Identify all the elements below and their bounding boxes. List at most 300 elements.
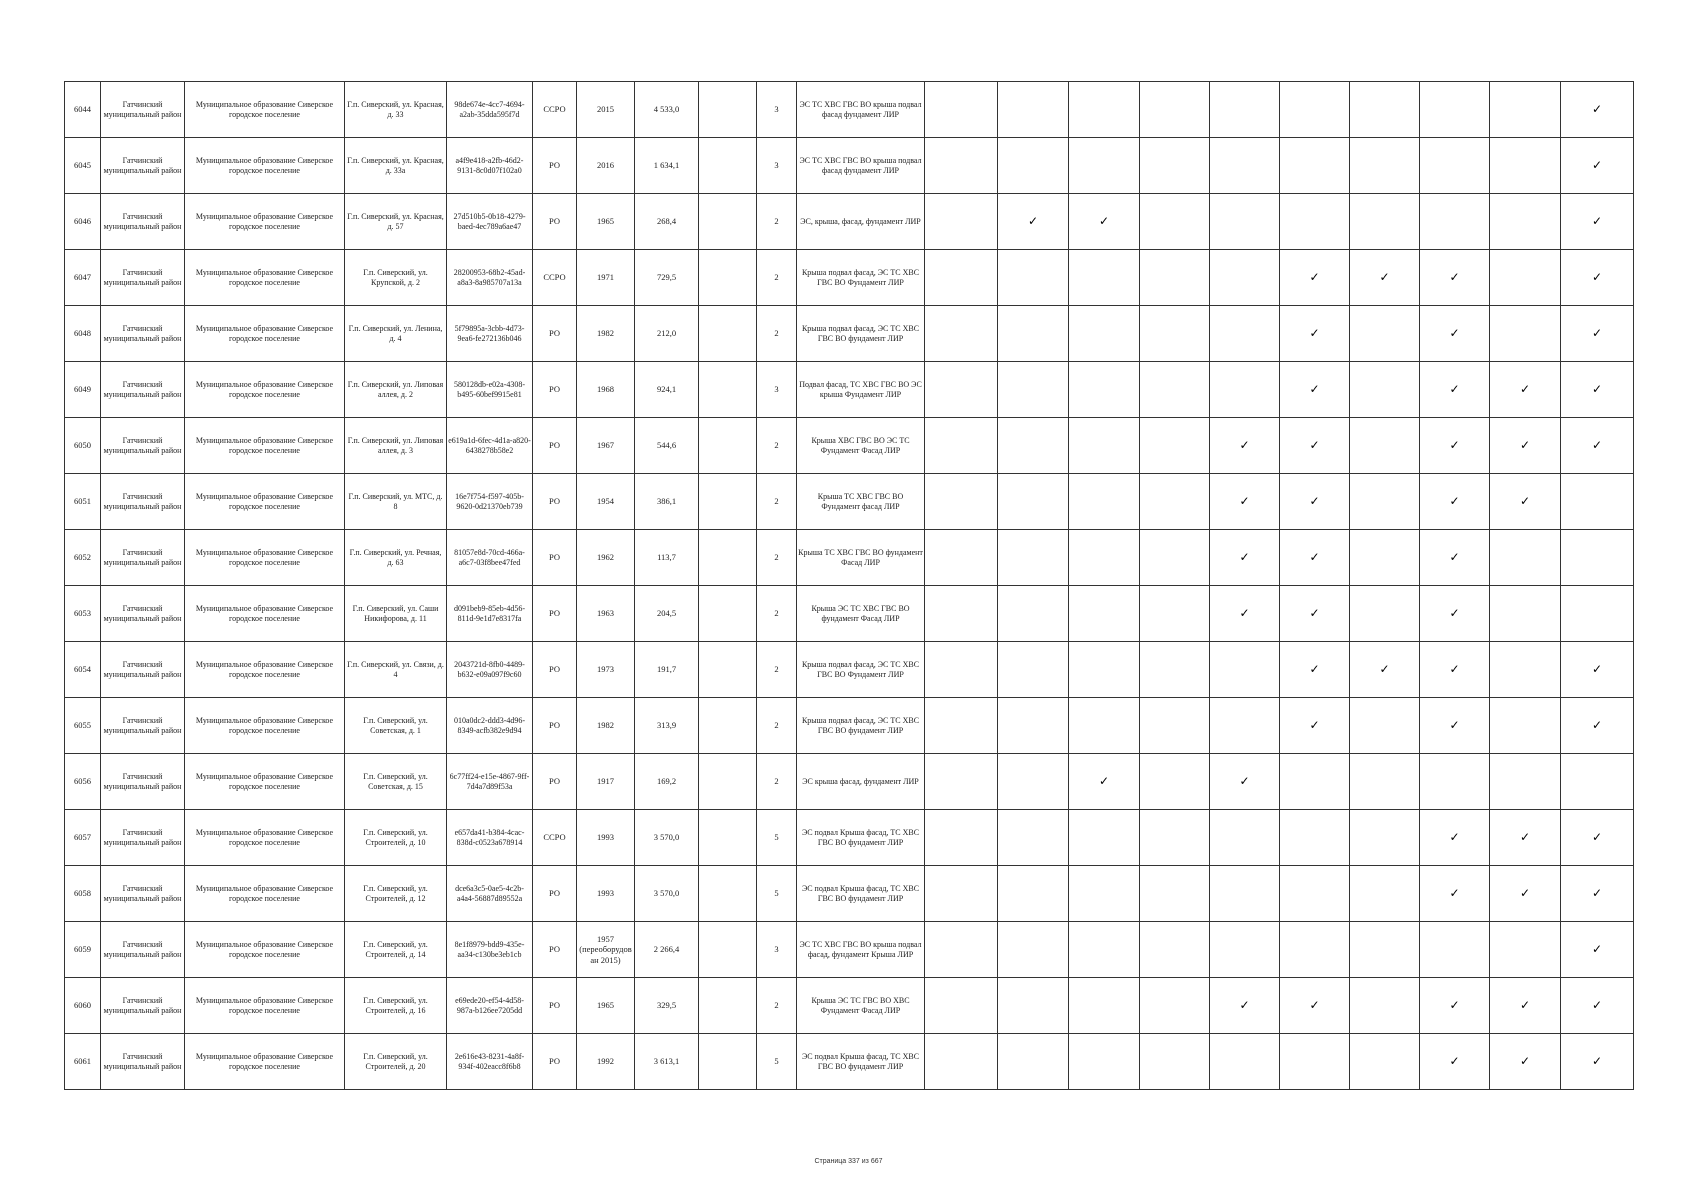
district-cell: Гатчинский муниципальный район bbox=[101, 194, 185, 250]
work-type-check-cell bbox=[1561, 306, 1634, 362]
work-type-check-cell bbox=[1350, 754, 1420, 810]
address-cell: Г.п. Сиверский, ул. Саши Никифорова, д. 11 bbox=[345, 586, 447, 642]
checkmark-icon: ✓ bbox=[1519, 1054, 1531, 1068]
work-type-check-cell bbox=[1561, 138, 1634, 194]
table-body bbox=[65, 82, 1634, 1090]
works-list-cell: Крыша подвал фасад, ЭС ТС ХВС ГВС ВО Фундамент ЛИР bbox=[797, 250, 925, 306]
fund-type-cell: РО bbox=[533, 754, 577, 810]
floors-cell: 2 bbox=[757, 474, 797, 530]
year-cell: 2016 bbox=[577, 138, 635, 194]
district-cell: Гатчинский муниципальный район bbox=[101, 642, 185, 698]
table-row bbox=[65, 418, 1634, 474]
work-type-check-cell bbox=[1140, 810, 1210, 866]
year-cell: 2015 bbox=[577, 82, 635, 138]
municipality-cell: Муниципальное образование Сиверское городское поселение bbox=[185, 418, 345, 474]
work-type-check-cell bbox=[1490, 530, 1561, 586]
work-type-check-cell bbox=[1280, 530, 1350, 586]
work-type-check-cell bbox=[1420, 978, 1490, 1034]
work-type-check-cell bbox=[1420, 306, 1490, 362]
checkmark-icon: ✓ bbox=[1309, 718, 1320, 732]
work-type-check-cell bbox=[998, 474, 1069, 530]
address-cell: Г.п. Сиверский, ул. Советская, д. 15 bbox=[345, 754, 447, 810]
works-list-cell: ЭС ТС ХВС ГВС ВО крыша подвал фасад фундамент ЛИР bbox=[797, 82, 925, 138]
work-type-check-cell bbox=[998, 362, 1069, 418]
work-type-check-cell bbox=[1210, 306, 1280, 362]
fund-type-cell: РО bbox=[533, 586, 577, 642]
empty-cell bbox=[699, 194, 757, 250]
work-type-check-cell bbox=[1069, 362, 1140, 418]
municipality-cell: Муниципальное образование Сиверское городское поселение bbox=[185, 586, 345, 642]
row-id: 6046 bbox=[65, 194, 101, 250]
municipality-cell: Муниципальное образование Сиверское городское поселение bbox=[185, 866, 345, 922]
checkmark-icon: ✓ bbox=[1449, 606, 1460, 620]
work-type-check-cell bbox=[1561, 530, 1634, 586]
area-cell: 329,5 bbox=[635, 978, 699, 1034]
work-type-check-cell bbox=[1280, 586, 1350, 642]
work-type-check-cell bbox=[1069, 586, 1140, 642]
table-row bbox=[65, 530, 1634, 586]
municipality-cell: Муниципальное образование Сиверское городское поселение bbox=[185, 82, 345, 138]
work-type-check-cell bbox=[1420, 474, 1490, 530]
row-id: 6058 bbox=[65, 866, 101, 922]
work-type-check-cell bbox=[1210, 866, 1280, 922]
work-type-check-cell bbox=[1280, 978, 1350, 1034]
fund-type-cell: ССРО bbox=[533, 810, 577, 866]
work-type-check-cell bbox=[1280, 698, 1350, 754]
checkmark-icon: ✓ bbox=[1519, 830, 1531, 844]
work-type-check-cell bbox=[1350, 138, 1420, 194]
work-type-check-cell bbox=[1350, 418, 1420, 474]
work-type-check-cell bbox=[1490, 642, 1561, 698]
empty-cell bbox=[699, 362, 757, 418]
work-type-check-cell bbox=[1210, 698, 1280, 754]
work-type-check-cell bbox=[1490, 754, 1561, 810]
table-row bbox=[65, 810, 1634, 866]
area-cell: 729,5 bbox=[635, 250, 699, 306]
work-type-check-cell bbox=[1350, 698, 1420, 754]
fund-type-cell: РО bbox=[533, 642, 577, 698]
checkmark-icon: ✓ bbox=[1591, 886, 1603, 900]
work-type-check-cell bbox=[1280, 922, 1350, 978]
work-type-check-cell bbox=[1210, 138, 1280, 194]
district-cell: Гатчинский муниципальный район bbox=[101, 866, 185, 922]
address-cell: Г.п. Сиверский, ул. Строителей, д. 14 bbox=[345, 922, 447, 978]
work-type-check-cell bbox=[1350, 82, 1420, 138]
address-cell: Г.п. Сиверский, ул. Ленина, д. 4 bbox=[345, 306, 447, 362]
work-type-check-cell bbox=[1561, 642, 1634, 698]
work-type-check-cell bbox=[1280, 642, 1350, 698]
work-type-check-cell bbox=[1140, 362, 1210, 418]
checkmark-icon: ✓ bbox=[1309, 438, 1320, 452]
work-type-check-cell bbox=[1420, 362, 1490, 418]
checkmark-icon: ✓ bbox=[1519, 998, 1531, 1012]
checkmark-icon: ✓ bbox=[1449, 998, 1460, 1012]
work-type-check-cell bbox=[1420, 250, 1490, 306]
works-list-cell: Крыша подвал фасад, ЭС ТС ХВС ГВС ВО фундамент ЛИР bbox=[797, 698, 925, 754]
work-type-check-cell bbox=[1490, 698, 1561, 754]
work-type-check-cell bbox=[1561, 922, 1634, 978]
address-cell: Г.п. Сиверский, ул. Красная, д. 33а bbox=[345, 138, 447, 194]
checkmark-icon: ✓ bbox=[1591, 270, 1603, 284]
work-type-check-cell bbox=[1420, 82, 1490, 138]
work-type-check-cell bbox=[1140, 194, 1210, 250]
work-type-check-cell bbox=[1490, 866, 1561, 922]
municipality-cell: Муниципальное образование Сиверское городское поселение bbox=[185, 642, 345, 698]
floors-cell: 3 bbox=[757, 82, 797, 138]
checkmark-icon: ✓ bbox=[1449, 830, 1460, 844]
work-type-check-cell bbox=[1561, 586, 1634, 642]
work-type-check-cell bbox=[1350, 362, 1420, 418]
work-type-check-cell bbox=[925, 362, 998, 418]
year-cell: 1982 bbox=[577, 698, 635, 754]
fund-type-cell: РО bbox=[533, 138, 577, 194]
row-id: 6045 bbox=[65, 138, 101, 194]
guid-cell: 98de674e-4cc7-4694-a2ab-35dda595f7d bbox=[447, 82, 533, 138]
fund-type-cell: РО bbox=[533, 698, 577, 754]
empty-cell bbox=[699, 474, 757, 530]
work-type-check-cell bbox=[998, 418, 1069, 474]
works-list-cell: ЭС подвал Крыша фасад, ТС ХВС ГВС ВО фундамент ЛИР bbox=[797, 866, 925, 922]
table-row bbox=[65, 194, 1634, 250]
district-cell: Гатчинский муниципальный район bbox=[101, 978, 185, 1034]
year-cell: 1968 bbox=[577, 362, 635, 418]
address-cell: Г.п. Сиверский, ул. Липовая аллея, д. 3 bbox=[345, 418, 447, 474]
guid-cell: dce6a3c5-0ae5-4c2b-a4a4-56887d89552a bbox=[447, 866, 533, 922]
row-id: 6047 bbox=[65, 250, 101, 306]
year-cell: 1957 (переоборудован 2015) bbox=[577, 922, 635, 978]
work-type-check-cell bbox=[1069, 82, 1140, 138]
guid-cell: d091beb9-85eb-4d56-811d-9e1d7e8317fa bbox=[447, 586, 533, 642]
district-cell: Гатчинский муниципальный район bbox=[101, 754, 185, 810]
checkmark-icon: ✓ bbox=[1449, 1054, 1460, 1068]
floors-cell: 2 bbox=[757, 978, 797, 1034]
work-type-check-cell bbox=[1561, 250, 1634, 306]
district-cell: Гатчинский муниципальный район bbox=[101, 306, 185, 362]
checkmark-icon: ✓ bbox=[1591, 942, 1603, 956]
work-type-check-cell bbox=[925, 1034, 998, 1090]
checkmark-icon: ✓ bbox=[1379, 662, 1390, 676]
work-type-check-cell bbox=[1140, 922, 1210, 978]
work-type-check-cell bbox=[1490, 418, 1561, 474]
work-type-check-cell bbox=[1210, 250, 1280, 306]
table-row bbox=[65, 698, 1634, 754]
work-type-check-cell bbox=[998, 586, 1069, 642]
floors-cell: 2 bbox=[757, 642, 797, 698]
checkmark-icon: ✓ bbox=[1239, 998, 1250, 1012]
area-cell: 169,2 bbox=[635, 754, 699, 810]
municipality-cell: Муниципальное образование Сиверское городское поселение bbox=[185, 922, 345, 978]
work-type-check-cell bbox=[925, 922, 998, 978]
guid-cell: 16e7f754-f597-405b-9620-0d21370eb739 bbox=[447, 474, 533, 530]
address-cell: Г.п. Сиверский, ул. Речная, д. 63 bbox=[345, 530, 447, 586]
area-cell: 204,5 bbox=[635, 586, 699, 642]
year-cell: 1917 bbox=[577, 754, 635, 810]
floors-cell: 2 bbox=[757, 194, 797, 250]
work-type-check-cell bbox=[1350, 474, 1420, 530]
municipality-cell: Муниципальное образование Сиверское городское поселение bbox=[185, 250, 345, 306]
works-list-cell: Крыша ХВС ГВС ВО ЭС ТС Фундамент Фасад ЛИР bbox=[797, 418, 925, 474]
checkmark-icon: ✓ bbox=[1309, 382, 1320, 396]
work-type-check-cell bbox=[1140, 642, 1210, 698]
empty-cell bbox=[699, 754, 757, 810]
work-type-check-cell bbox=[1490, 922, 1561, 978]
work-type-check-cell bbox=[1561, 978, 1634, 1034]
work-type-check-cell bbox=[925, 82, 998, 138]
row-id: 6053 bbox=[65, 586, 101, 642]
year-cell: 1973 bbox=[577, 642, 635, 698]
floors-cell: 5 bbox=[757, 1034, 797, 1090]
year-cell: 1993 bbox=[577, 810, 635, 866]
address-cell: Г.п. Сиверский, ул. Строителей, д. 10 bbox=[345, 810, 447, 866]
work-type-check-cell bbox=[1280, 474, 1350, 530]
municipality-cell: Муниципальное образование Сиверское городское поселение bbox=[185, 698, 345, 754]
work-type-check-cell bbox=[1490, 138, 1561, 194]
district-cell: Гатчинский муниципальный район bbox=[101, 1034, 185, 1090]
work-type-check-cell bbox=[1069, 306, 1140, 362]
work-type-check-cell bbox=[1140, 474, 1210, 530]
work-type-check-cell bbox=[1210, 474, 1280, 530]
empty-cell bbox=[699, 810, 757, 866]
year-cell: 1967 bbox=[577, 418, 635, 474]
work-type-check-cell bbox=[925, 698, 998, 754]
work-type-check-cell bbox=[925, 978, 998, 1034]
work-type-check-cell bbox=[925, 474, 998, 530]
district-cell: Гатчинский муниципальный район bbox=[101, 418, 185, 474]
work-type-check-cell bbox=[1069, 418, 1140, 474]
work-type-check-cell bbox=[1140, 306, 1210, 362]
floors-cell: 2 bbox=[757, 306, 797, 362]
works-list-cell: Крыша ЭС ТС ХВС ГВС ВО фундамент Фасад ЛИР bbox=[797, 586, 925, 642]
work-type-check-cell bbox=[1280, 866, 1350, 922]
work-type-check-cell bbox=[998, 530, 1069, 586]
district-cell: Гатчинский муниципальный район bbox=[101, 82, 185, 138]
row-id: 6059 bbox=[65, 922, 101, 978]
guid-cell: 580128db-e02a-4308-b495-60bef9915e81 bbox=[447, 362, 533, 418]
fund-type-cell: ССРО bbox=[533, 250, 577, 306]
work-type-check-cell bbox=[1350, 306, 1420, 362]
area-cell: 313,9 bbox=[635, 698, 699, 754]
fund-type-cell: РО bbox=[533, 1034, 577, 1090]
year-cell: 1971 bbox=[577, 250, 635, 306]
checkmark-icon: ✓ bbox=[1449, 326, 1460, 340]
work-type-check-cell bbox=[1420, 922, 1490, 978]
checkmark-icon: ✓ bbox=[1519, 438, 1531, 452]
year-cell: 1962 bbox=[577, 530, 635, 586]
fund-type-cell: РО bbox=[533, 922, 577, 978]
work-type-check-cell bbox=[998, 138, 1069, 194]
table-row bbox=[65, 922, 1634, 978]
guid-cell: 2043721d-8fb0-4489-b632-e09a097f9c60 bbox=[447, 642, 533, 698]
checkmark-icon: ✓ bbox=[1309, 270, 1320, 284]
table-row bbox=[65, 642, 1634, 698]
row-id: 6055 bbox=[65, 698, 101, 754]
works-list-cell: Крыша подвал фасад, ЭС ТС ХВС ГВС ВО Фундамент ЛИР bbox=[797, 642, 925, 698]
work-type-check-cell bbox=[1210, 362, 1280, 418]
work-type-check-cell bbox=[1561, 194, 1634, 250]
work-type-check-cell bbox=[1420, 138, 1490, 194]
checkmark-icon: ✓ bbox=[1449, 270, 1460, 284]
floors-cell: 3 bbox=[757, 922, 797, 978]
table-row bbox=[65, 82, 1634, 138]
work-type-check-cell bbox=[1561, 866, 1634, 922]
work-type-check-cell bbox=[998, 194, 1069, 250]
work-type-check-cell bbox=[1490, 978, 1561, 1034]
checkmark-icon: ✓ bbox=[1239, 774, 1250, 788]
work-type-check-cell bbox=[1490, 586, 1561, 642]
work-type-check-cell bbox=[1069, 530, 1140, 586]
area-cell: 2 266,4 bbox=[635, 922, 699, 978]
work-type-check-cell bbox=[1280, 810, 1350, 866]
table-row bbox=[65, 586, 1634, 642]
empty-cell bbox=[699, 418, 757, 474]
checkmark-icon: ✓ bbox=[1591, 662, 1603, 676]
municipality-cell: Муниципальное образование Сиверское городское поселение bbox=[185, 810, 345, 866]
checkmark-icon: ✓ bbox=[1239, 606, 1250, 620]
checkmark-icon: ✓ bbox=[1449, 550, 1460, 564]
work-type-check-cell bbox=[1420, 418, 1490, 474]
work-type-check-cell bbox=[1420, 1034, 1490, 1090]
work-type-check-cell bbox=[1420, 866, 1490, 922]
work-type-check-cell bbox=[1280, 306, 1350, 362]
guid-cell: 28200953-68b2-45ad-a8a3-8a985707a13a bbox=[447, 250, 533, 306]
work-type-check-cell bbox=[1210, 1034, 1280, 1090]
work-type-check-cell bbox=[998, 754, 1069, 810]
work-type-check-cell bbox=[1069, 474, 1140, 530]
district-cell: Гатчинский муниципальный район bbox=[101, 922, 185, 978]
work-type-check-cell bbox=[1420, 642, 1490, 698]
area-cell: 4 533,0 bbox=[635, 82, 699, 138]
work-type-check-cell bbox=[1069, 1034, 1140, 1090]
work-type-check-cell bbox=[1490, 82, 1561, 138]
work-type-check-cell bbox=[998, 866, 1069, 922]
address-cell: Г.п. Сиверский, ул. Строителей, д. 12 bbox=[345, 866, 447, 922]
work-type-check-cell bbox=[1140, 418, 1210, 474]
fund-type-cell: РО bbox=[533, 362, 577, 418]
work-type-check-cell bbox=[1350, 1034, 1420, 1090]
municipality-cell: Муниципальное образование Сиверское городское поселение bbox=[185, 194, 345, 250]
work-type-check-cell bbox=[1280, 362, 1350, 418]
district-cell: Гатчинский муниципальный район bbox=[101, 250, 185, 306]
row-id: 6057 bbox=[65, 810, 101, 866]
work-type-check-cell bbox=[1350, 194, 1420, 250]
work-type-check-cell bbox=[1280, 754, 1350, 810]
area-cell: 3 613,1 bbox=[635, 1034, 699, 1090]
table-row bbox=[65, 754, 1634, 810]
row-id: 6051 bbox=[65, 474, 101, 530]
work-type-check-cell bbox=[1490, 194, 1561, 250]
page-footer bbox=[0, 1158, 1697, 1165]
table-row bbox=[65, 362, 1634, 418]
checkmark-icon: ✓ bbox=[1591, 438, 1603, 452]
district-cell: Гатчинский муниципальный район bbox=[101, 810, 185, 866]
guid-cell: e657da41-b384-4cac-838d-c0523a678914 bbox=[447, 810, 533, 866]
address-cell: Г.п. Сиверский, ул. Строителей, д. 20 bbox=[345, 1034, 447, 1090]
area-cell: 1 634,1 bbox=[635, 138, 699, 194]
works-list-cell: ЭС ТС ХВС ГВС ВО крыша подвал фасад, фундамент Крыша ЛИР bbox=[797, 922, 925, 978]
floors-cell: 2 bbox=[757, 250, 797, 306]
guid-cell: 81057e8d-70cd-466a-a6c7-03f8bee47fed bbox=[447, 530, 533, 586]
work-type-check-cell bbox=[925, 810, 998, 866]
empty-cell bbox=[699, 1034, 757, 1090]
checkmark-icon: ✓ bbox=[1519, 494, 1531, 508]
works-list-cell: ЭС ТС ХВС ГВС ВО крыша подвал фасад фундамент ЛИР bbox=[797, 138, 925, 194]
floors-cell: 2 bbox=[757, 530, 797, 586]
fund-type-cell: РО bbox=[533, 866, 577, 922]
page-number: Страница 337 из 667 bbox=[814, 1158, 883, 1165]
work-type-check-cell bbox=[1350, 586, 1420, 642]
fund-type-cell: РО bbox=[533, 530, 577, 586]
work-type-check-cell bbox=[1420, 698, 1490, 754]
work-type-check-cell bbox=[1280, 194, 1350, 250]
work-type-check-cell bbox=[1140, 586, 1210, 642]
municipality-cell: Муниципальное образование Сиверское городское поселение bbox=[185, 530, 345, 586]
work-type-check-cell bbox=[925, 250, 998, 306]
row-id: 6044 bbox=[65, 82, 101, 138]
table-row bbox=[65, 306, 1634, 362]
district-cell: Гатчинский муниципальный район bbox=[101, 474, 185, 530]
work-type-check-cell bbox=[1490, 1034, 1561, 1090]
checkmark-icon: ✓ bbox=[1309, 606, 1320, 620]
checkmark-icon: ✓ bbox=[1591, 214, 1603, 228]
work-type-check-cell bbox=[1280, 418, 1350, 474]
address-cell: Г.п. Сиверский, ул. Строителей, д. 16 bbox=[345, 978, 447, 1034]
work-type-check-cell bbox=[1140, 698, 1210, 754]
municipality-cell: Муниципальное образование Сиверское городское поселение bbox=[185, 1034, 345, 1090]
municipality-cell: Муниципальное образование Сиверское городское поселение bbox=[185, 306, 345, 362]
checkmark-icon: ✓ bbox=[1591, 830, 1603, 844]
work-type-check-cell bbox=[1140, 754, 1210, 810]
work-type-check-cell bbox=[1069, 194, 1140, 250]
work-type-check-cell bbox=[1280, 250, 1350, 306]
checkmark-icon: ✓ bbox=[1519, 886, 1531, 900]
work-type-check-cell bbox=[1561, 1034, 1634, 1090]
year-cell: 1954 bbox=[577, 474, 635, 530]
work-type-check-cell bbox=[1069, 642, 1140, 698]
work-type-check-cell bbox=[1069, 250, 1140, 306]
guid-cell: 2e616e43-8231-4a8f-934f-402eacc8f6b8 bbox=[447, 1034, 533, 1090]
work-type-check-cell bbox=[1210, 530, 1280, 586]
checkmark-icon: ✓ bbox=[1449, 382, 1460, 396]
checkmark-icon: ✓ bbox=[1591, 382, 1603, 396]
work-type-check-cell bbox=[1140, 1034, 1210, 1090]
checkmark-icon: ✓ bbox=[1591, 326, 1603, 340]
fund-type-cell: ССРО bbox=[533, 82, 577, 138]
area-cell: 386,1 bbox=[635, 474, 699, 530]
work-type-check-cell bbox=[1069, 810, 1140, 866]
work-type-check-cell bbox=[1280, 82, 1350, 138]
work-type-check-cell bbox=[1140, 530, 1210, 586]
work-type-check-cell bbox=[1490, 810, 1561, 866]
work-type-check-cell bbox=[1561, 698, 1634, 754]
work-type-check-cell bbox=[998, 306, 1069, 362]
checkmark-icon: ✓ bbox=[1449, 886, 1460, 900]
empty-cell bbox=[699, 922, 757, 978]
row-id: 6061 bbox=[65, 1034, 101, 1090]
work-type-check-cell bbox=[1140, 82, 1210, 138]
table-row bbox=[65, 250, 1634, 306]
guid-cell: 6c77ff24-e15e-4867-9ff-7d4a7d89f53a bbox=[447, 754, 533, 810]
checkmark-icon: ✓ bbox=[1519, 382, 1531, 396]
work-type-check-cell bbox=[1210, 82, 1280, 138]
checkmark-icon: ✓ bbox=[1309, 326, 1320, 340]
work-type-check-cell bbox=[998, 250, 1069, 306]
address-cell: Г.п. Сиверский, ул. Красная, д. 57 bbox=[345, 194, 447, 250]
empty-cell bbox=[699, 306, 757, 362]
row-id: 6050 bbox=[65, 418, 101, 474]
work-type-check-cell bbox=[925, 754, 998, 810]
work-type-check-cell bbox=[998, 978, 1069, 1034]
guid-cell: 010a0dc2-ddd3-4d96-8349-acfb382e9d94 bbox=[447, 698, 533, 754]
